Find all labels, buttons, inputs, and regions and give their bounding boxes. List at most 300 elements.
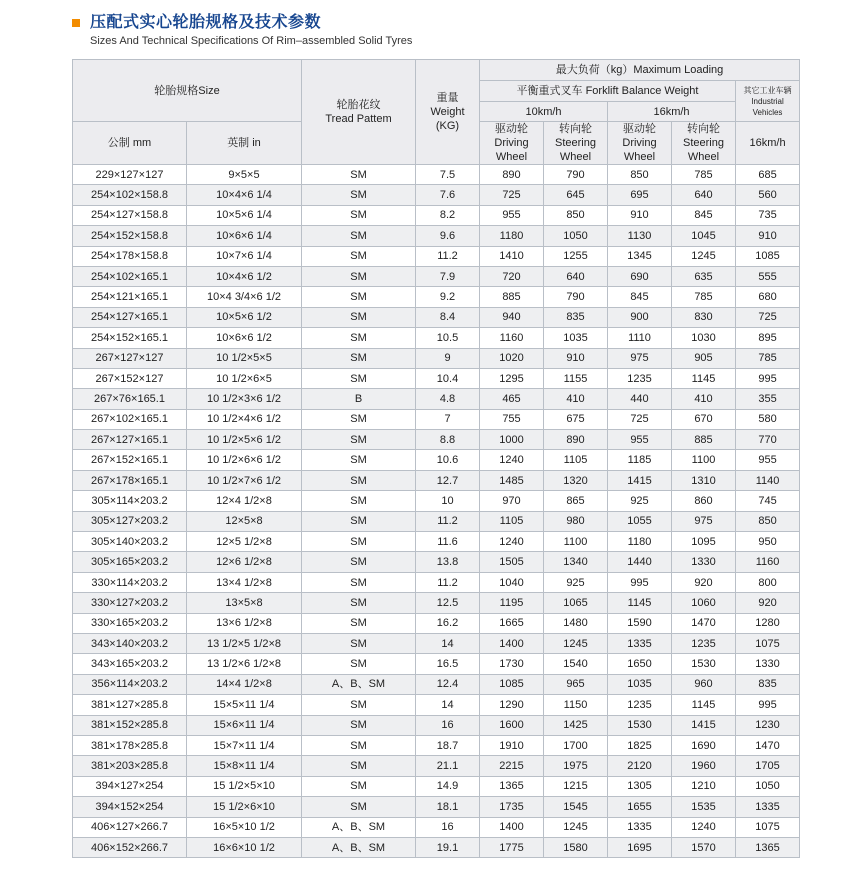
table-row (73, 674, 800, 694)
cell-weight: 12.4 (416, 674, 480, 694)
header-tread-en: Tread Pattem (325, 113, 392, 125)
table-row (73, 470, 800, 490)
cell-driving-16: 1110 (608, 328, 672, 348)
cell-industrial-16: 355 (736, 389, 800, 409)
cell-industrial-16: 1365 (736, 837, 800, 857)
cell-steering-16: 1470 (672, 613, 736, 633)
cell-driving-10: 725 (480, 185, 544, 205)
driving-en1: Driving (494, 137, 529, 149)
cell-driving-16: 910 (608, 205, 672, 225)
cell-weight: 12.5 (416, 593, 480, 613)
cell-imperial: 10×4 3/4×6 1/2 (187, 287, 302, 307)
cell-tread: SM (302, 165, 416, 185)
header-metric: 公制 mm (73, 122, 187, 165)
cell-driving-16: 900 (608, 307, 672, 327)
cell-tread: SM (302, 552, 416, 572)
cell-imperial: 10×6×6 1/2 (187, 328, 302, 348)
cell-driving-10: 1505 (480, 552, 544, 572)
cell-driving-16: 1655 (608, 797, 672, 817)
cell-imperial: 12×6 1/2×8 (187, 552, 302, 572)
table-row (73, 430, 800, 450)
cell-metric: 381×127×285.8 (73, 695, 187, 715)
cell-tread: SM (302, 328, 416, 348)
table-row (73, 715, 800, 735)
cell-tread: SM (302, 511, 416, 531)
header-imperial: 英制 in (187, 122, 302, 165)
page-subtitle: Sizes And Technical Specifications Of Rim–assembled Solid Tyres (90, 35, 413, 47)
cell-metric: 394×152×254 (73, 797, 187, 817)
header-forklift: 平衡重式叉车 Forklift Balance Weight (480, 81, 736, 102)
cell-tread: SM (302, 430, 416, 450)
cell-imperial: 13×4 1/2×8 (187, 572, 302, 592)
cell-steering-10: 835 (544, 307, 608, 327)
cell-industrial-16: 1280 (736, 613, 800, 633)
cell-driving-16: 695 (608, 185, 672, 205)
cell-weight: 11.2 (416, 511, 480, 531)
table-row (73, 817, 800, 837)
cell-driving-10: 755 (480, 409, 544, 429)
cell-steering-16: 1240 (672, 817, 736, 837)
cell-tread: A、B、SM (302, 674, 416, 694)
cell-industrial-16: 995 (736, 695, 800, 715)
header-driving-10 (480, 122, 544, 165)
cell-weight: 7.6 (416, 185, 480, 205)
cell-imperial: 10 1/2×5×5 (187, 348, 302, 368)
cell-steering-10: 965 (544, 674, 608, 694)
cell-driving-10: 1180 (480, 226, 544, 246)
cell-steering-10: 1050 (544, 226, 608, 246)
cell-driving-16: 440 (608, 389, 672, 409)
cell-driving-16: 690 (608, 266, 672, 286)
steering-en1: Steering (555, 137, 596, 149)
cell-driving-10: 1775 (480, 837, 544, 857)
cell-steering-16: 410 (672, 389, 736, 409)
cell-metric: 343×165×203.2 (73, 654, 187, 674)
cell-imperial: 10×7×6 1/4 (187, 246, 302, 266)
cell-steering-10: 1100 (544, 532, 608, 552)
cell-driving-10: 1195 (480, 593, 544, 613)
cell-steering-10: 1700 (544, 735, 608, 755)
cell-imperial: 10 1/2×3×6 1/2 (187, 389, 302, 409)
table-row (73, 797, 800, 817)
cell-driving-10: 1290 (480, 695, 544, 715)
cell-steering-10: 980 (544, 511, 608, 531)
cell-driving-10: 1160 (480, 328, 544, 348)
table-row (73, 348, 800, 368)
steering-en2: Wheel (687, 151, 720, 163)
cell-imperial: 10 1/2×5×6 1/2 (187, 430, 302, 450)
cell-driving-16: 995 (608, 572, 672, 592)
cell-steering-16: 845 (672, 205, 736, 225)
cell-weight: 11.6 (416, 532, 480, 552)
table-row (73, 552, 800, 572)
cell-steering-10: 1155 (544, 368, 608, 388)
cell-tread: SM (302, 226, 416, 246)
cell-steering-16: 1235 (672, 633, 736, 653)
cell-steering-16: 905 (672, 348, 736, 368)
title-row (72, 12, 412, 32)
cell-metric: 330×127×203.2 (73, 593, 187, 613)
cell-imperial: 15×5×11 1/4 (187, 695, 302, 715)
cell-tread: B (302, 389, 416, 409)
cell-tread: SM (302, 756, 416, 776)
cell-driving-10: 1240 (480, 532, 544, 552)
cell-steering-10: 1245 (544, 633, 608, 653)
cell-steering-10: 1545 (544, 797, 608, 817)
cell-metric: 381×203×285.8 (73, 756, 187, 776)
cell-steering-10: 675 (544, 409, 608, 429)
cell-metric: 254×102×158.8 (73, 185, 187, 205)
cell-industrial-16: 995 (736, 368, 800, 388)
cell-weight: 13.8 (416, 552, 480, 572)
cell-weight: 11.2 (416, 246, 480, 266)
cell-imperial: 16×6×10 1/2 (187, 837, 302, 857)
cell-tread: SM (302, 246, 416, 266)
cell-metric: 254×127×165.1 (73, 307, 187, 327)
cell-industrial-16: 785 (736, 348, 800, 368)
cell-steering-16: 860 (672, 491, 736, 511)
cell-driving-16: 1055 (608, 511, 672, 531)
cell-steering-16: 1145 (672, 368, 736, 388)
cell-imperial: 10 1/2×7×6 1/2 (187, 470, 302, 490)
cell-steering-10: 1150 (544, 695, 608, 715)
cell-driving-16: 845 (608, 287, 672, 307)
cell-tread: SM (302, 287, 416, 307)
cell-steering-16: 1570 (672, 837, 736, 857)
cell-industrial-16: 1085 (736, 246, 800, 266)
cell-steering-10: 790 (544, 165, 608, 185)
cell-driving-10: 1020 (480, 348, 544, 368)
cell-steering-10: 1255 (544, 246, 608, 266)
cell-tread: A、B、SM (302, 817, 416, 837)
cell-steering-16: 1030 (672, 328, 736, 348)
table-row (73, 633, 800, 653)
cell-steering-10: 1425 (544, 715, 608, 735)
cell-tread: SM (302, 185, 416, 205)
cell-industrial-16: 685 (736, 165, 800, 185)
cell-metric: 305×127×203.2 (73, 511, 187, 531)
cell-industrial-16: 1230 (736, 715, 800, 735)
cell-driving-10: 1665 (480, 613, 544, 633)
cell-imperial: 10 1/2×6×6 1/2 (187, 450, 302, 470)
cell-imperial: 10 1/2×6×5 (187, 368, 302, 388)
page-title: 压配式实心轮胎规格及技术参数 (90, 12, 322, 31)
cell-driving-10: 1485 (480, 470, 544, 490)
cell-steering-10: 1105 (544, 450, 608, 470)
cell-driving-16: 1130 (608, 226, 672, 246)
cell-metric: 343×140×203.2 (73, 633, 187, 653)
cell-driving-16: 1235 (608, 368, 672, 388)
header-weight-unit: (KG) (435, 120, 460, 132)
cell-steering-16: 1330 (672, 552, 736, 572)
cell-imperial: 14×4 1/2×8 (187, 674, 302, 694)
table-row (73, 695, 800, 715)
cell-weight: 12.7 (416, 470, 480, 490)
cell-imperial: 10×4×6 1/4 (187, 185, 302, 205)
cell-industrial-16: 955 (736, 450, 800, 470)
driving-cn: 驱动轮 (495, 123, 528, 135)
cell-driving-10: 1085 (480, 674, 544, 694)
cell-industrial-16: 1335 (736, 797, 800, 817)
header-steering-16 (672, 122, 736, 165)
cell-imperial: 10×5×6 1/4 (187, 205, 302, 225)
table-row (73, 165, 800, 185)
table-row (73, 735, 800, 755)
cell-steering-16: 1045 (672, 226, 736, 246)
cell-metric: 381×178×285.8 (73, 735, 187, 755)
cell-industrial-16: 800 (736, 572, 800, 592)
cell-weight: 18.7 (416, 735, 480, 755)
steering-en2: Wheel (559, 151, 592, 163)
cell-steering-10: 865 (544, 491, 608, 511)
cell-driving-10: 890 (480, 165, 544, 185)
cell-driving-16: 1145 (608, 593, 672, 613)
cell-driving-16: 1035 (608, 674, 672, 694)
cell-driving-16: 1345 (608, 246, 672, 266)
header-industrial-en: Industrial Vehicles (751, 96, 784, 117)
cell-driving-16: 1180 (608, 532, 672, 552)
cell-steering-10: 925 (544, 572, 608, 592)
cell-driving-16: 850 (608, 165, 672, 185)
driving-en2: Wheel (623, 151, 656, 163)
cell-driving-10: 465 (480, 389, 544, 409)
cell-industrial-16: 1140 (736, 470, 800, 490)
cell-imperial: 12×4 1/2×8 (187, 491, 302, 511)
cell-steering-16: 785 (672, 287, 736, 307)
cell-driving-10: 1365 (480, 776, 544, 796)
cell-tread: SM (302, 348, 416, 368)
cell-tread: SM (302, 633, 416, 653)
cell-industrial-16: 1075 (736, 817, 800, 837)
cell-metric: 406×152×266.7 (73, 837, 187, 857)
cell-steering-16: 1690 (672, 735, 736, 755)
cell-steering-16: 1145 (672, 695, 736, 715)
cell-steering-10: 410 (544, 389, 608, 409)
header-industrial-speed: 16km/h (736, 122, 800, 165)
cell-tread: SM (302, 491, 416, 511)
table-row (73, 572, 800, 592)
cell-industrial-16: 770 (736, 430, 800, 450)
cell-steering-16: 830 (672, 307, 736, 327)
cell-metric: 305×165×203.2 (73, 552, 187, 572)
cell-metric: 229×127×127 (73, 165, 187, 185)
cell-driving-10: 1410 (480, 246, 544, 266)
cell-industrial-16: 835 (736, 674, 800, 694)
cell-tread: SM (302, 593, 416, 613)
cell-steering-16: 1210 (672, 776, 736, 796)
cell-steering-16: 1310 (672, 470, 736, 490)
cell-metric: 381×152×285.8 (73, 715, 187, 735)
cell-steering-16: 1060 (672, 593, 736, 613)
table-row (73, 226, 800, 246)
cell-steering-10: 645 (544, 185, 608, 205)
cell-driving-10: 1295 (480, 368, 544, 388)
cell-industrial-16: 745 (736, 491, 800, 511)
cell-driving-16: 1650 (608, 654, 672, 674)
header-driving-16 (608, 122, 672, 165)
cell-metric: 254×152×158.8 (73, 226, 187, 246)
cell-steering-10: 1975 (544, 756, 608, 776)
cell-steering-10: 790 (544, 287, 608, 307)
cell-tread: SM (302, 368, 416, 388)
cell-metric: 267×102×165.1 (73, 409, 187, 429)
table-row (73, 593, 800, 613)
header-size: 轮胎规格Size (73, 60, 302, 122)
table-row (73, 409, 800, 429)
header-weight-cn: 重量 (436, 92, 459, 104)
cell-industrial-16: 1705 (736, 756, 800, 776)
table-row (73, 246, 800, 266)
cell-weight: 19.1 (416, 837, 480, 857)
cell-steering-10: 850 (544, 205, 608, 225)
cell-weight: 4.8 (416, 389, 480, 409)
cell-metric: 305×140×203.2 (73, 532, 187, 552)
cell-steering-10: 1320 (544, 470, 608, 490)
cell-imperial: 13×5×8 (187, 593, 302, 613)
cell-steering-16: 670 (672, 409, 736, 429)
cell-steering-16: 1530 (672, 654, 736, 674)
cell-weight: 10.5 (416, 328, 480, 348)
table-row (73, 654, 800, 674)
cell-weight: 16.5 (416, 654, 480, 674)
cell-industrial-16: 560 (736, 185, 800, 205)
cell-imperial: 15×7×11 1/4 (187, 735, 302, 755)
table-row (73, 287, 800, 307)
table-row (73, 185, 800, 205)
cell-driving-10: 1400 (480, 633, 544, 653)
cell-driving-10: 970 (480, 491, 544, 511)
header-weight (416, 60, 480, 165)
cell-driving-16: 1440 (608, 552, 672, 572)
table-row (73, 837, 800, 857)
cell-tread: SM (302, 654, 416, 674)
cell-driving-10: 885 (480, 287, 544, 307)
header-steering-10 (544, 122, 608, 165)
cell-imperial: 10×6×6 1/4 (187, 226, 302, 246)
cell-industrial-16: 910 (736, 226, 800, 246)
cell-weight: 8.4 (416, 307, 480, 327)
steering-cn: 转向轮 (559, 123, 592, 135)
cell-driving-16: 1590 (608, 613, 672, 633)
table-row (73, 205, 800, 225)
cell-weight: 11.2 (416, 572, 480, 592)
cell-tread: SM (302, 205, 416, 225)
table-row (73, 389, 800, 409)
header-weight-en: Weight (430, 106, 465, 118)
cell-weight: 14 (416, 695, 480, 715)
cell-metric: 267×127×165.1 (73, 430, 187, 450)
table-row (73, 511, 800, 531)
cell-tread: SM (302, 307, 416, 327)
cell-imperial: 12×5×8 (187, 511, 302, 531)
cell-tread: SM (302, 470, 416, 490)
cell-imperial: 9×5×5 (187, 165, 302, 185)
cell-steering-10: 910 (544, 348, 608, 368)
cell-weight: 18.1 (416, 797, 480, 817)
cell-metric: 305×114×203.2 (73, 491, 187, 511)
cell-driving-16: 1825 (608, 735, 672, 755)
cell-steering-16: 1095 (672, 532, 736, 552)
cell-tread: SM (302, 797, 416, 817)
cell-weight: 8.2 (416, 205, 480, 225)
cell-driving-10: 1105 (480, 511, 544, 531)
cell-steering-16: 1245 (672, 246, 736, 266)
table-row (73, 613, 800, 633)
cell-driving-10: 1040 (480, 572, 544, 592)
cell-steering-16: 885 (672, 430, 736, 450)
cell-metric: 406×127×266.7 (73, 817, 187, 837)
cell-driving-10: 955 (480, 205, 544, 225)
title-block (72, 12, 412, 47)
cell-tread: SM (302, 450, 416, 470)
cell-driving-16: 1185 (608, 450, 672, 470)
cell-steering-16: 1535 (672, 797, 736, 817)
steering-en1: Steering (683, 137, 724, 149)
cell-driving-16: 1695 (608, 837, 672, 857)
cell-steering-10: 1480 (544, 613, 608, 633)
cell-driving-16: 2120 (608, 756, 672, 776)
cell-industrial-16: 1075 (736, 633, 800, 653)
cell-driving-16: 1335 (608, 633, 672, 653)
cell-steering-10: 640 (544, 266, 608, 286)
cell-metric: 267×152×165.1 (73, 450, 187, 470)
cell-imperial: 13 1/2×5 1/2×8 (187, 633, 302, 653)
cell-weight: 8.8 (416, 430, 480, 450)
cell-industrial-16: 735 (736, 205, 800, 225)
cell-imperial: 10 1/2×4×6 1/2 (187, 409, 302, 429)
header-industrial-cn: 其它工业车辆 (743, 85, 792, 95)
driving-en1: Driving (622, 137, 657, 149)
spec-table (72, 59, 800, 858)
cell-steering-16: 635 (672, 266, 736, 286)
header-industrial (736, 81, 800, 122)
cell-driving-10: 1240 (480, 450, 544, 470)
cell-driving-16: 1415 (608, 470, 672, 490)
cell-industrial-16: 725 (736, 307, 800, 327)
cell-driving-16: 925 (608, 491, 672, 511)
cell-steering-10: 1245 (544, 817, 608, 837)
cell-weight: 9.6 (416, 226, 480, 246)
table-row (73, 307, 800, 327)
cell-weight: 9.2 (416, 287, 480, 307)
cell-imperial: 15×6×11 1/4 (187, 715, 302, 735)
cell-tread: SM (302, 735, 416, 755)
driving-en2: Wheel (495, 151, 528, 163)
cell-weight: 10 (416, 491, 480, 511)
cell-weight: 9 (416, 348, 480, 368)
cell-steering-10: 1065 (544, 593, 608, 613)
cell-weight: 16 (416, 715, 480, 735)
cell-steering-16: 785 (672, 165, 736, 185)
cell-weight: 7.5 (416, 165, 480, 185)
cell-industrial-16: 680 (736, 287, 800, 307)
cell-tread: SM (302, 776, 416, 796)
cell-imperial: 12×5 1/2×8 (187, 532, 302, 552)
cell-industrial-16: 580 (736, 409, 800, 429)
cell-weight: 10.6 (416, 450, 480, 470)
cell-steering-10: 890 (544, 430, 608, 450)
table-row (73, 532, 800, 552)
cell-steering-16: 960 (672, 674, 736, 694)
cell-industrial-16: 1050 (736, 776, 800, 796)
cell-imperial: 16×5×10 1/2 (187, 817, 302, 837)
cell-imperial: 13 1/2×6 1/2×8 (187, 654, 302, 674)
cell-driving-10: 1735 (480, 797, 544, 817)
cell-driving-16: 1235 (608, 695, 672, 715)
cell-industrial-16: 555 (736, 266, 800, 286)
cell-tread: SM (302, 266, 416, 286)
title-bullet-icon (72, 19, 80, 27)
